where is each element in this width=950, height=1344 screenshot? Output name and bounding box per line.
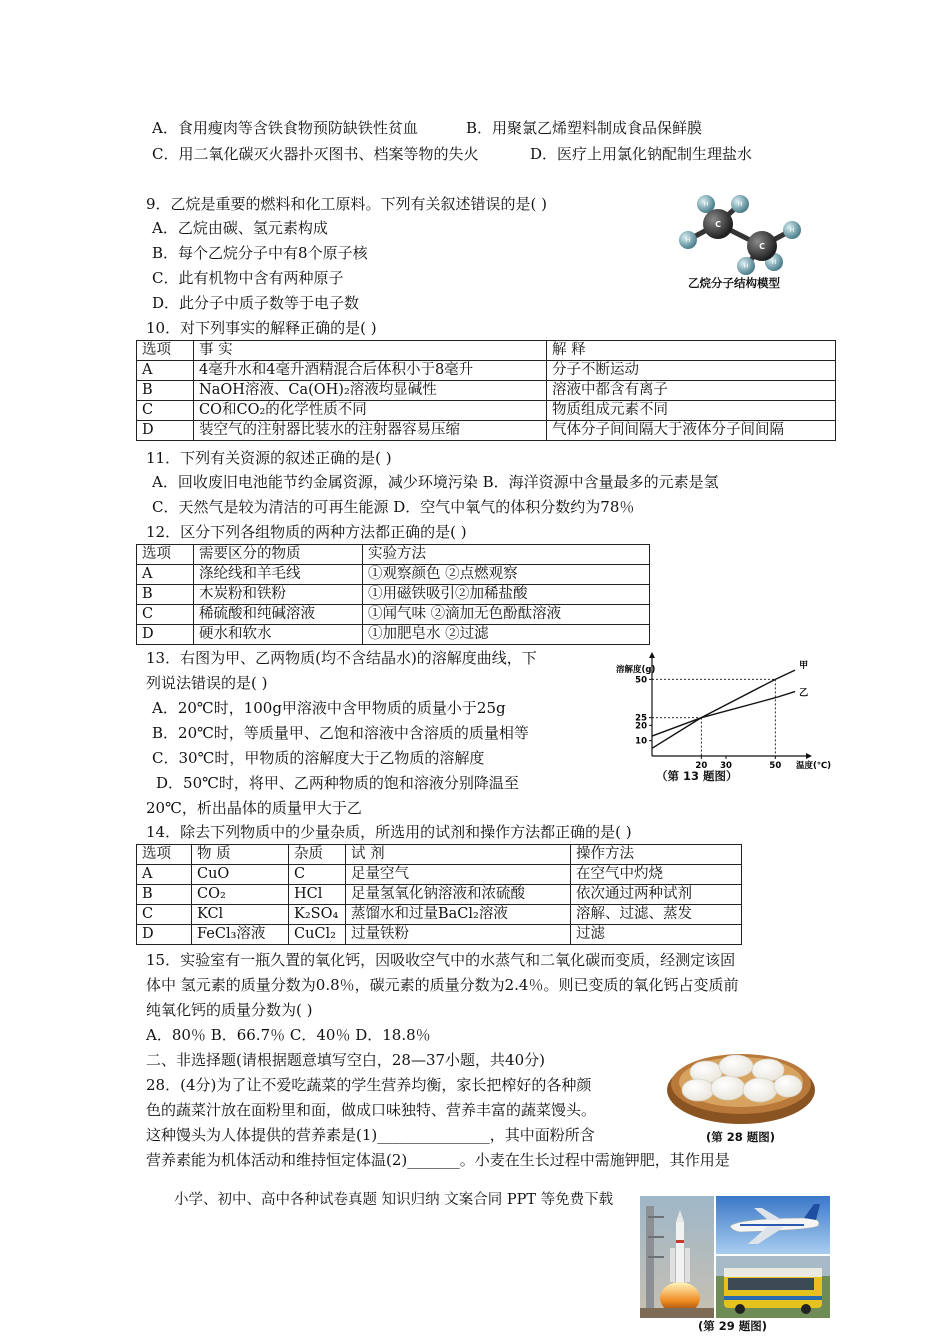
- table-cell: ①闻气味 ②滴加无色酚酞溶液: [363, 605, 650, 625]
- table-header: 操作方法: [571, 845, 742, 865]
- q15-line1: 15．实验室有一瓶久置的氧化钙，因吸收空气中的水蒸气和二氧化碳而变质，经测定该固: [146, 951, 736, 969]
- table-cell: KCl: [192, 905, 289, 925]
- y-tick-label: 10: [635, 736, 647, 747]
- table-header: 物 质: [192, 845, 289, 865]
- q12-table: [136, 544, 650, 645]
- solubility-chart: [610, 650, 832, 785]
- table-cell: 足量空气: [346, 865, 571, 885]
- y-axis-arrow: [649, 652, 655, 658]
- table-row: [137, 925, 742, 945]
- table-header: 选项: [137, 545, 194, 565]
- table-cell: 在空气中灼烧: [571, 865, 742, 885]
- x-axis-label: 温度(℃): [796, 761, 832, 771]
- table-row: [137, 885, 742, 905]
- table-cell: 硬水和软水: [194, 625, 363, 645]
- q28-line2: 色的蔬菜汁放在面粉里和面，做成口味独特、营养丰富的蔬菜馒头。: [146, 1101, 597, 1119]
- table-header: 解 释: [547, 341, 836, 361]
- q13-stem-line2: 列说法错误的是( ): [146, 674, 268, 692]
- bun-icon: [719, 1055, 753, 1077]
- q29-figure-caption: (第 29 题图): [698, 1319, 768, 1333]
- table-cell: HCl: [289, 885, 346, 905]
- table-cell: 分子不断运动: [547, 361, 836, 381]
- table-cell: 4毫升水和4毫升酒精混合后体积小于8毫升: [194, 361, 547, 381]
- table-row: [137, 361, 836, 381]
- q11-stem: 11．下列有关资源的叙述正确的是( ): [146, 449, 392, 467]
- table-header-row: [137, 341, 836, 361]
- q13-option-a: A．20℃时，100g甲溶液中含甲物质的质量小于25g: [152, 699, 506, 717]
- q10-stem: 10．对下列事实的解释正确的是( ): [146, 319, 377, 337]
- table-header: 事 实: [194, 341, 547, 361]
- table-header: 杂质: [289, 845, 346, 865]
- q15-line3: 纯氧化钙的质量分数为( ): [146, 1001, 313, 1019]
- table-cell: 溶解、过滤、蒸发: [571, 905, 742, 925]
- table-cell: 足量氢氧化钠溶液和浓硫酸: [346, 885, 571, 905]
- q28-line3: 这种馒头为人体提供的营养素是(1)_______________，其中面粉所含: [146, 1126, 595, 1144]
- x-axis-arrow: [806, 753, 812, 759]
- table-cell: B: [137, 381, 194, 401]
- y-axis-label: 溶解度(g): [616, 665, 656, 675]
- table-cell: 过滤: [571, 925, 742, 945]
- q28-line1: 28．(4分)为了让不爱吃蔬菜的学生营养均衡，家长把榨好的各种颜: [146, 1076, 592, 1094]
- q15-line2: 体中 氢元素的质量分数为0.8％，碳元素的质量分数为2.4％。则已变质的氧化钙占变质前: [146, 976, 739, 994]
- bun-icon: [711, 1076, 745, 1100]
- bun-icon: [743, 1078, 777, 1102]
- atom-label: C: [715, 220, 721, 229]
- q9-option-a: A．乙烷由碳、氢元素构成: [152, 219, 328, 237]
- table-cell: A: [137, 565, 194, 585]
- q8-option-c: C．用二氧化碳灭火器扑灭图书、档案等物的失火: [152, 145, 479, 163]
- steamed-buns-figure: [664, 1042, 818, 1128]
- table-header-row: [137, 845, 742, 865]
- table-row: [137, 625, 650, 645]
- table-cell: CuO: [192, 865, 289, 885]
- q9-stem: 9．乙烷是重要的燃料和化工原料。下列有关叙述错误的是( ): [146, 195, 548, 213]
- table-cell: 物质组成元素不同: [547, 401, 836, 421]
- q12-stem: 12．区分下列各组物质的两种方法都正确的是( ): [146, 523, 467, 541]
- table-cell: FeCl₃溶液: [192, 925, 289, 945]
- table-header: 试 剂: [346, 845, 571, 865]
- table-cell: 过量铁粉: [346, 925, 571, 945]
- table-cell: B: [137, 885, 192, 905]
- q13-option-d-line2: 20℃，析出晶体的质量甲大于乙: [146, 799, 362, 817]
- table-cell: C: [137, 401, 194, 421]
- table-cell: ①加肥皂水 ②过滤: [363, 625, 650, 645]
- q14-table: [136, 844, 742, 945]
- atom-label: H: [737, 201, 743, 208]
- table-header: 需要区分的物质: [194, 545, 363, 565]
- table-header: 选项: [137, 845, 192, 865]
- table-cell: 涤纶线和羊毛线: [194, 565, 363, 585]
- atom-label: H: [771, 259, 777, 266]
- bun-icon: [774, 1075, 802, 1097]
- table-header: 选项: [137, 341, 194, 361]
- y-tick-label: 20: [635, 721, 647, 732]
- table-cell: D: [137, 421, 194, 441]
- x-tick-label: 30: [720, 761, 732, 771]
- table-cell: D: [137, 625, 194, 645]
- q13-stem-line1: 13．右图为甲、乙两物质(均不含结晶水)的溶解度曲线，下: [146, 649, 537, 667]
- q10-table: [136, 340, 836, 441]
- atom-label: H: [743, 263, 749, 270]
- table-cell: CuCl₂: [289, 925, 346, 945]
- table-cell: ①观察颜色 ②点燃观察: [363, 565, 650, 585]
- q9-option-b: B．每个乙烷分子中有8个原子核: [152, 244, 368, 262]
- q13-option-b: B．20℃时，等质量甲、乙饱和溶液中含溶质的质量相等: [152, 724, 529, 742]
- y-tick-label: 50: [635, 675, 647, 686]
- table-cell: CO和CO₂的化学性质不同: [194, 401, 547, 421]
- atom-label: H: [685, 237, 691, 244]
- q13-figure-caption: （第 13 题图）: [656, 769, 738, 783]
- q9-option-c: C．此有机物中含有两种原子: [152, 269, 344, 287]
- table-cell: CO₂: [192, 885, 289, 905]
- x-tick-label: 50: [769, 761, 782, 771]
- table-cell: B: [137, 585, 194, 605]
- bus-icon: [724, 1268, 822, 1314]
- table-cell: 装空气的注射器比装水的注射器容易压缩: [194, 421, 547, 441]
- table-header: 实验方法: [363, 545, 650, 565]
- atom-label: H: [789, 227, 795, 234]
- q8-option-d: D．医疗上用氯化钠配制生理盐水: [530, 145, 753, 163]
- table-row: [137, 421, 836, 441]
- q13-option-c: C．30℃时，甲物质的溶解度大于乙物质的溶解度: [152, 749, 485, 767]
- q8-option-b: B．用聚氯乙烯塑料制成食品保鲜膜: [466, 119, 703, 137]
- series-label: 甲: [799, 661, 809, 672]
- bun-icon: [682, 1079, 714, 1101]
- q28-line4: 营养素能为机体活动和维持恒定体温(2)_______。小麦在生长过程中需施钾肥，其作用是: [146, 1151, 730, 1169]
- q11-options-line2: C．天然气是较为清洁的可再生能源 D．空气中氧气的体积分数约为78％: [152, 498, 635, 516]
- table-cell: A: [137, 865, 192, 885]
- series-line-1: [652, 670, 795, 748]
- table-cell: K₂SO₄: [289, 905, 346, 925]
- q28-figure-caption: (第 28 题图): [706, 1130, 776, 1144]
- table-row: [137, 565, 650, 585]
- table-cell: 稀硫酸和纯碱溶液: [194, 605, 363, 625]
- ethane-figure-caption: 乙烷分子结构模型: [688, 276, 780, 290]
- table-row: [137, 401, 836, 421]
- q14-stem: 14．除去下列物质中的少量杂质，所选用的试剂和操作方法都正确的是( ): [146, 823, 632, 841]
- footer-text: 小学、初中、高中各种试卷真题 知识归纳 文案合同 PPT 等免费下载: [174, 1192, 614, 1208]
- table-cell: D: [137, 925, 192, 945]
- table-header-row: [137, 545, 650, 565]
- q29-figure: [640, 1196, 830, 1318]
- table-row: [137, 605, 650, 625]
- section2-heading: 二、非选择题(请根据题意填写空白，28—37小题，共40分): [146, 1051, 545, 1069]
- table-row: [137, 905, 742, 925]
- table-cell: 溶液中都含有离子: [547, 381, 836, 401]
- y-tick-label: 25: [635, 713, 647, 724]
- table-cell: 蒸馏水和过量BaCl₂溶液: [346, 905, 571, 925]
- table-cell: C: [137, 605, 194, 625]
- table-cell: C: [289, 865, 346, 885]
- table-cell: NaOH溶液、Ca(OH)₂溶液均显碱性: [194, 381, 547, 401]
- q13-option-d-line1: D．50℃时，将甲、乙两种物质的饱和溶液分别降温至: [156, 774, 519, 792]
- table-cell: ①用磁铁吸引②加稀盐酸: [363, 585, 650, 605]
- x-tick-label: 20: [695, 761, 708, 771]
- atom-label: C: [759, 242, 765, 251]
- table-row: [137, 865, 742, 885]
- q8-option-a: A．食用瘦肉等含铁食物预防缺铁性贫血: [152, 119, 418, 137]
- q15-options: A．80％ B．66.7％ C．40％ D．18.8％: [146, 1026, 431, 1044]
- table-cell: 气体分子间间隔大于液体分子间间隔: [547, 421, 836, 441]
- series-label: 乙: [799, 688, 809, 699]
- table-cell: A: [137, 361, 194, 381]
- series-line-2: [652, 692, 795, 736]
- table-cell: 木炭粉和铁粉: [194, 585, 363, 605]
- table-row: [137, 381, 836, 401]
- table-row: [137, 585, 650, 605]
- table-cell: 依次通过两种试剂: [571, 885, 742, 905]
- table-cell: C: [137, 905, 192, 925]
- q9-option-d: D．此分子中质子数等于电子数: [152, 294, 360, 312]
- q11-options-line1: A．回收废旧电池能节约金属资源，减少环境污染 B．海洋资源中含量最多的元素是氢: [152, 473, 719, 491]
- atom-label: H: [703, 201, 709, 208]
